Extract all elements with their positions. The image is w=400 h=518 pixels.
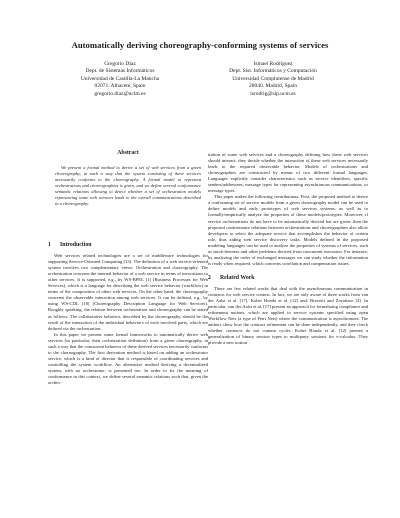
right-column [208,152,368,346]
abstract-heading: Abstract [117,150,139,156]
left-column [48,236,208,386]
paper-title: Automatically deriving choreography-conforming systems of services [71,40,329,50]
paragraph: tration of some web services and a choreography defining how these web services should interact, they decide whether the interaction of these web services necessarily leads to the required observable behavior. Models of orchestrations and choreographies are constructed by means of two different formal languages. Languages explicitly consider characteristics such as service identifiers, specific senders/addressees, message types for representing asynchronous communications, or message types. [208,152,368,194]
author-university: Universidad Complutense de Madrid [232,75,314,82]
author-email: isrodrig@sip.ucm.es [250,90,296,97]
section-title: Related Work [220,274,255,281]
section-heading-related-work [208,275,368,281]
paragraph: There are few related works that deal with the asynchronous communication in contracts for web service context. In fact, we are only aware of three works from van der Aalst et al. [17], Kohei Honda et al. [12] and, Bravetti and Zavattaro [4]. In particular, van der Aalst et al. [17] present an approach for formalizing compliance and refinement notions, which are applied to service systems specified using open Workflow Nets (a type of Petri Nets) where the communication is asynchronous. The authors show how the contract refinement can be done independently, and they check whether contracts do not contain cycles. Kohei Honda et al. [12] present a generalization of binary session types to multiparty sessions for π-calculus. They provide a new notion [208,285,368,346]
section-number: 2 [208,274,211,281]
paragraph: In this paper we present some formal frameworks to automatically derive web services (in particular, their orchestration definition) from a given choreography, in such a way that the concurrent behavior of these derived services necessarily conforms to the choreography. The first derivation method is based on adding an orchestrator service, which is a kind of director that is responsible of coordinating services and controlling the system workflow. An alternative method deriving a decentralized system, with no orchestrator, is presented too. In order to fix the meaning of conformance in this context, we define several semantic relations such that, given the orches- [48,331,208,386]
author-city: 28040. Madrid, Spain [249,83,297,90]
author-university: Universidad de Castilla-La Mancha [80,75,160,82]
author-email: gregorio.diaz@uclm.es [94,90,146,97]
section-number: 1 [48,242,51,248]
paragraph: Web services related technologies are a set of middleware technologies for supporting Service-Oriented Computing [13]. The definition of a web service-oriented system involves two complementary views: Orchestration and choreography. The orchestration concerns the internal behavior of a web service in terms of invocations to other services. It is supported, e.g., by WS-BPEL [1] (Business Processes for Web Services), which is a language for describing the web service behavior (workflow) in terms of the composition of other web services. On the other hand, the choreography concerns the observable interaction among web services. It can be defined, e.g., by using WS-CDL [18] (Choreography Description Language for Web Services). Roughly speaking, the relation between orchestration and choreography can be stated as follows: The collaborative behavior, described by the choreography, should be the result of the interaction of the individual behaviors of each involved party, which are defined via the orchestration. [48,253,208,331]
abstract [55,165,201,207]
author-block-1 [35,61,205,98]
author-block-2 [188,61,358,98]
paragraph: This paper makes the following contributions. First, the proposed method to derive a conforming set of service models from a given choreography model can be used to define models and early prototypes of web services systems, as well as to formally/empirically analyze the properties of these models/prototypes. Moreover, if service orchestrations do not have to be automatically derived but are given, then the proposed conformance relations between orchestrations and choreographies also allow developers to select the adequate service that accomplishes the behavior of certain role, thus aiding web service discovery tasks. Models defined in the proposed modeling languages can be used to analyze the properties of systems of services, such as stuck-freeness and other problems derived from concurrent execution. For instance, by analyzing the order of exchanged messages we can study whether the information is ready when required, which concerns correlation and compensation issues. [208,194,368,266]
author-city: 02071. Albacete, Spain [94,83,146,90]
abstract-text: We present a formal method to derive a set of web services from a given choreography, in such a way that the system consisting of these services necessarily conforms to the choreography. A formal model to represent orchestrations and choreographies is given, and we define several conformance semantic relations allowing to detect whether a set of orchestration models representing some web services leads to the overall communications described in a choreography. [55,165,201,207]
author-name: Gregorio Díaz [104,61,136,67]
author-dept: Dept. de Sistemas Informáticos [85,68,155,75]
author-dept: Dept. Sist. Informáticos y Computación [229,68,317,75]
section-title: Introduction [60,242,92,248]
section-heading-introduction [48,242,208,248]
author-name: Ismael Rodríguez [253,61,293,67]
